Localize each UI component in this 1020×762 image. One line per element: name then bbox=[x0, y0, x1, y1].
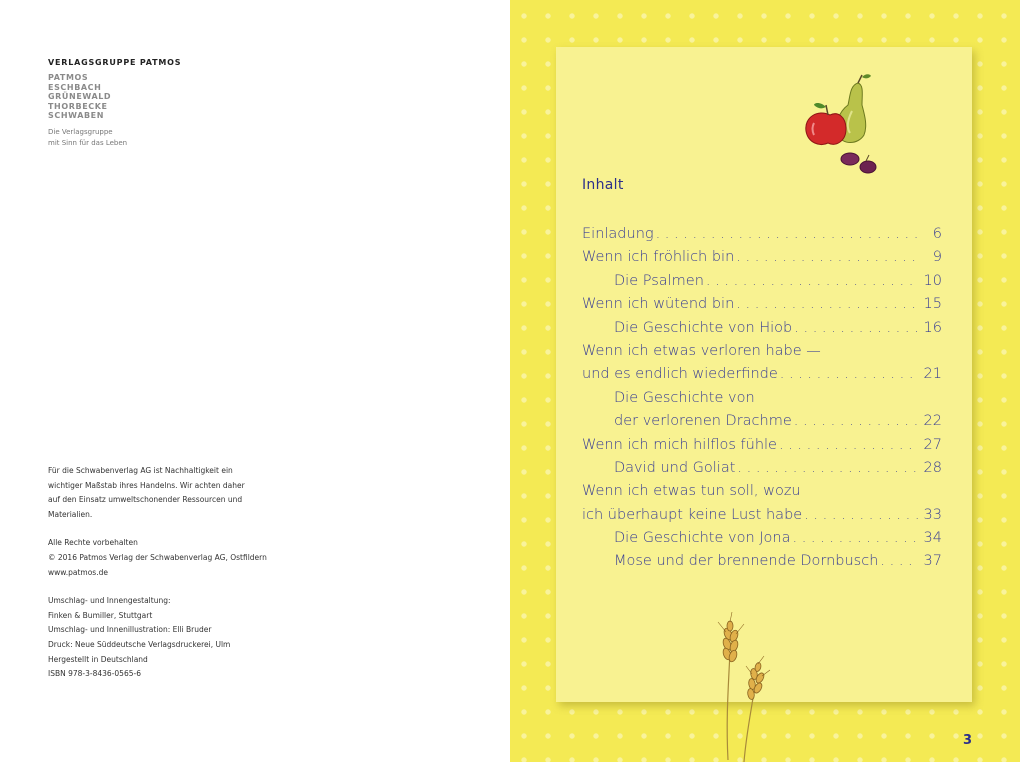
colophon-line: auf den Einsatz umweltschonender Ressourcen und bbox=[48, 495, 243, 505]
toc-list bbox=[582, 223, 942, 574]
pear-leaf bbox=[862, 74, 871, 78]
imprint-name: SCHWABEN bbox=[48, 111, 105, 120]
toc-entry-title: Wenn ich etwas tun soll, wozu bbox=[582, 483, 801, 500]
toc-entry-line[interactable] bbox=[582, 387, 942, 410]
colophon-credits bbox=[48, 594, 308, 682]
dot-leader bbox=[878, 550, 918, 573]
toc-entry-title: Wenn ich fröhlich bin bbox=[582, 249, 735, 266]
toc-entry[interactable] bbox=[582, 293, 942, 316]
toc-entry[interactable] bbox=[582, 527, 942, 550]
toc-entry-page: 33 bbox=[923, 506, 942, 523]
toc-entry-page: 21 bbox=[923, 366, 942, 383]
plum-shape bbox=[860, 161, 876, 173]
toc-entry-page: 6 bbox=[932, 226, 942, 242]
apple-leaf bbox=[814, 103, 826, 108]
imprint-name: GRÜNEWALD bbox=[48, 92, 112, 101]
isbn: ISBN 978-3-8436-0565-6 bbox=[48, 669, 141, 679]
dot-leader bbox=[777, 434, 918, 457]
publisher-title: VERLAGSGRUPPE PATMOS bbox=[48, 58, 182, 67]
plum-shape bbox=[841, 153, 859, 165]
colophon-line: Für die Schwabenverlag AG ist Nachhaltigkeit ein bbox=[48, 466, 233, 475]
tagline-line: mit Sinn für das Leben bbox=[48, 138, 128, 147]
toc-entry-title: Die Psalmen bbox=[614, 272, 704, 289]
toc-entry[interactable] bbox=[582, 246, 942, 269]
toc-entry-title: der verlorenen Drachme bbox=[614, 413, 792, 430]
toc-entry-page: 10 bbox=[923, 272, 942, 289]
contents-card bbox=[556, 47, 972, 702]
colophon-sustainability bbox=[48, 464, 308, 522]
colophon-line: Umschlag- und Innengestaltung: bbox=[48, 596, 171, 606]
toc-entry[interactable] bbox=[582, 317, 942, 340]
colophon-rights bbox=[48, 536, 308, 580]
imprint-name: PATMOS bbox=[48, 73, 89, 82]
toc-entry-title: Wenn ich wütend bin bbox=[582, 296, 735, 313]
wheat-illustration bbox=[708, 612, 788, 762]
toc-entry[interactable] bbox=[582, 410, 942, 433]
toc-entry[interactable] bbox=[582, 363, 942, 386]
right-page bbox=[510, 0, 1020, 762]
wheat-ear bbox=[747, 662, 766, 700]
wheat-stalk bbox=[727, 652, 730, 760]
toc-entry[interactable] bbox=[582, 504, 942, 527]
toc-entry-title: Die Geschichte von Jona bbox=[614, 530, 791, 547]
colophon-line: Druck: Neue Süddeutsche Verlagsdruckerei, Ulm bbox=[48, 639, 231, 649]
pear-stem bbox=[858, 75, 862, 83]
toc-entry[interactable] bbox=[582, 223, 942, 246]
toc-heading: Inhalt bbox=[582, 177, 624, 193]
toc-entry-page: 9 bbox=[932, 249, 942, 266]
dot-leader bbox=[802, 504, 918, 527]
toc-entry[interactable] bbox=[582, 550, 942, 573]
website-link[interactable]: www.patmos.de bbox=[48, 567, 108, 577]
toc-entry-page: 22 bbox=[923, 413, 942, 430]
toc-entry-page: 34 bbox=[923, 530, 942, 547]
toc-entry[interactable] bbox=[582, 457, 942, 480]
dot-leader bbox=[792, 410, 918, 433]
colophon-line: Finken & Bumiller, Stuttgart bbox=[48, 610, 153, 620]
tagline bbox=[48, 127, 181, 149]
plum-stem bbox=[866, 155, 869, 161]
toc-entry-page: 15 bbox=[923, 296, 942, 313]
colophon-line: Umschlag- und Innenillustration: Elli Bruder bbox=[48, 625, 212, 635]
colophon-line: © 2016 Patmos Verlag der Schwabenverlag AG, Ostfildern bbox=[48, 552, 267, 562]
toc-entry-title: und es endlich wiederfinde bbox=[582, 366, 778, 383]
toc-entry-title: Wenn ich etwas verloren habe — bbox=[582, 342, 821, 359]
toc-entry-line[interactable] bbox=[582, 340, 942, 363]
toc-entry-title: Die Geschichte von Hiob bbox=[614, 319, 793, 336]
dot-leader bbox=[792, 317, 918, 340]
toc-entry-page: 27 bbox=[923, 436, 942, 453]
tagline-line: Die Verlagsgruppe bbox=[48, 127, 113, 136]
imprint-name: ESCHBACH bbox=[48, 82, 102, 92]
imprint-list bbox=[48, 73, 181, 121]
toc-entry-title: Wenn ich mich hilflos fühle bbox=[582, 436, 777, 453]
publisher-block bbox=[48, 58, 181, 149]
toc-entry[interactable] bbox=[582, 270, 942, 293]
toc-entry-title: Einladung bbox=[582, 226, 654, 242]
dot-leader bbox=[790, 527, 918, 550]
wheat-ear bbox=[722, 621, 740, 663]
toc-entry-page: 28 bbox=[923, 459, 942, 476]
colophon-line: Hergestellt in Deutschland bbox=[48, 654, 148, 664]
toc-entry-title: David und Goliat bbox=[614, 459, 736, 476]
dot-leader bbox=[735, 457, 918, 480]
toc-entry-title: Mose und der brennende Dornbusch bbox=[614, 553, 879, 570]
colophon-line: Alle Rechte vorbehalten bbox=[48, 538, 138, 548]
dot-leader bbox=[734, 293, 918, 316]
toc-entry-title: Die Geschichte von bbox=[614, 389, 755, 406]
toc-entry-title: ich überhaupt keine Lust habe bbox=[582, 506, 803, 523]
imprint-name: THORBECKE bbox=[48, 101, 108, 111]
colophon-line: Materialien. bbox=[48, 509, 93, 519]
colophon bbox=[48, 464, 308, 696]
dot-leader bbox=[704, 270, 918, 293]
dot-leader bbox=[734, 246, 918, 269]
toc-entry[interactable] bbox=[582, 434, 942, 457]
dot-leader bbox=[778, 363, 918, 386]
dot-leader bbox=[654, 223, 918, 246]
wheat-stalk bbox=[744, 692, 754, 762]
colophon-line: wichtiger Maßstab ihres Handelns. Wir achten daher bbox=[48, 480, 245, 490]
toc-entry-line[interactable] bbox=[582, 480, 942, 503]
fruit-illustration bbox=[800, 71, 890, 181]
page-number: 3 bbox=[962, 733, 972, 748]
toc-entry-page: 37 bbox=[923, 553, 942, 570]
toc-entry-page: 16 bbox=[923, 319, 942, 336]
